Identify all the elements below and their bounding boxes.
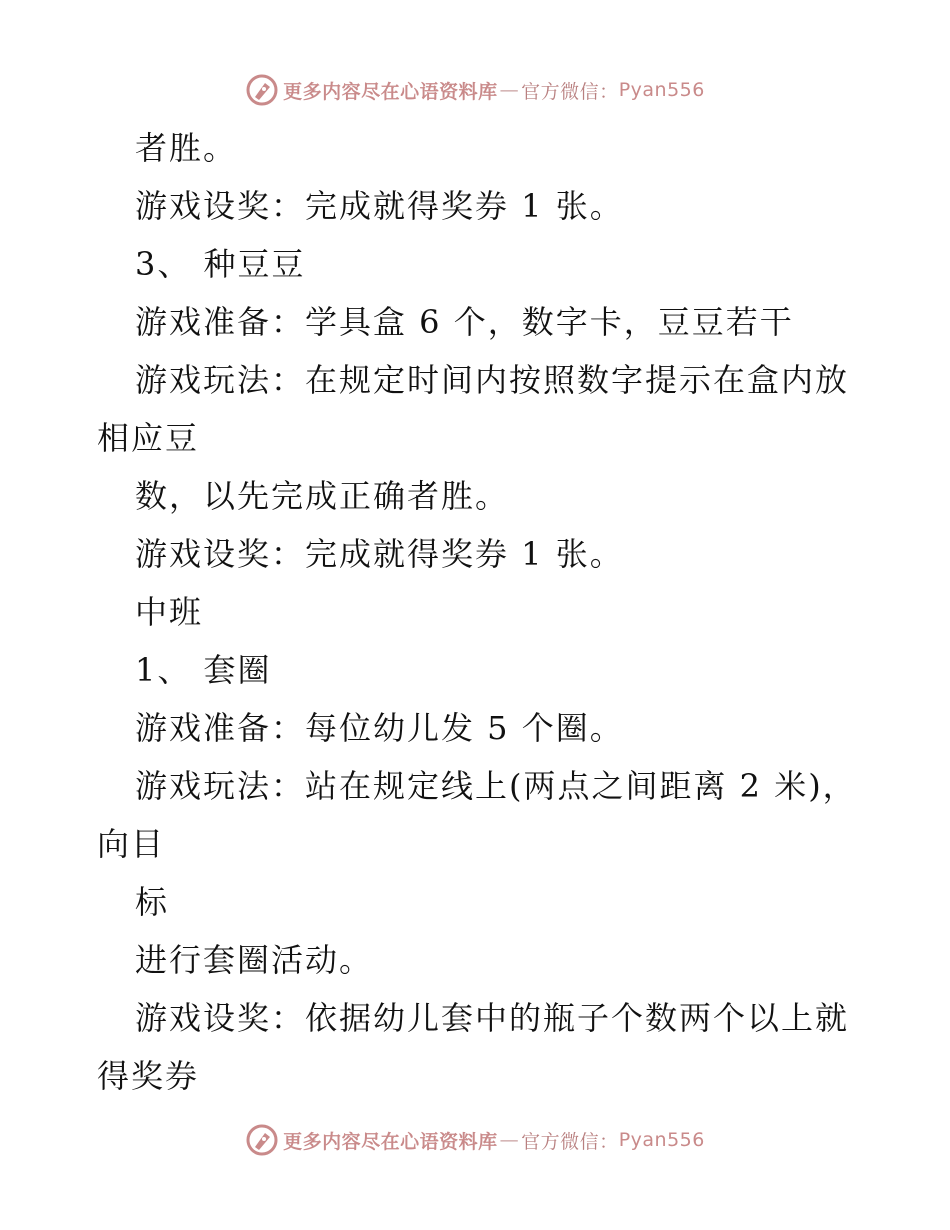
section-heading: 中班 bbox=[135, 593, 204, 631]
text-line: 数，以先完成正确者胜。 bbox=[135, 477, 510, 515]
watermark-separator: — bbox=[499, 79, 520, 101]
text-line: 游戏设奖：完成就得奖券 1 张。 bbox=[135, 187, 624, 225]
watermark-label: 官方微信： bbox=[521, 1130, 619, 1153]
watermark-account: Pyan556 bbox=[618, 1129, 705, 1151]
watermark-brand-text: 更多内容尽在心语资料库 bbox=[283, 80, 498, 103]
pen-nib-logo-icon bbox=[245, 73, 279, 107]
text-line: 进行套圈活动。 bbox=[135, 941, 374, 979]
text-line: 游戏准备：每位幼儿发 5 个圈。 bbox=[135, 709, 624, 747]
header-watermark bbox=[0, 70, 950, 110]
text-line: 游戏玩法：站在规定线上(两点之间距离 2 米)， bbox=[135, 767, 857, 805]
pen-nib-logo-icon bbox=[245, 1123, 279, 1157]
text-line: 者胜。 bbox=[135, 129, 238, 167]
text-line: 向目 bbox=[97, 825, 166, 863]
watermark-separator: — bbox=[499, 1129, 520, 1151]
text-line: 相应豆 bbox=[97, 419, 200, 457]
footer-watermark bbox=[0, 1120, 950, 1160]
text-line: 游戏设奖：依据幼儿套中的瓶子个数两个以上就 bbox=[135, 999, 850, 1037]
text-line: 得奖券 bbox=[97, 1057, 200, 1095]
watermark-label: 官方微信： bbox=[521, 80, 619, 103]
text-line: 游戏设奖：完成就得奖券 1 张。 bbox=[135, 535, 624, 573]
watermark-brand-text: 更多内容尽在心语资料库 bbox=[283, 1130, 498, 1153]
text-line: 1、 套圈 bbox=[135, 651, 272, 689]
text-line: 3、 种豆豆 bbox=[135, 245, 306, 283]
text-line: 游戏玩法：在规定时间内按照数字提示在盒内放 bbox=[135, 361, 850, 399]
watermark-account: Pyan556 bbox=[618, 79, 705, 101]
text-line: 游戏准备：学具盒 6 个，数字卡，豆豆若干 bbox=[135, 303, 794, 341]
text-line: 标 bbox=[135, 883, 170, 921]
